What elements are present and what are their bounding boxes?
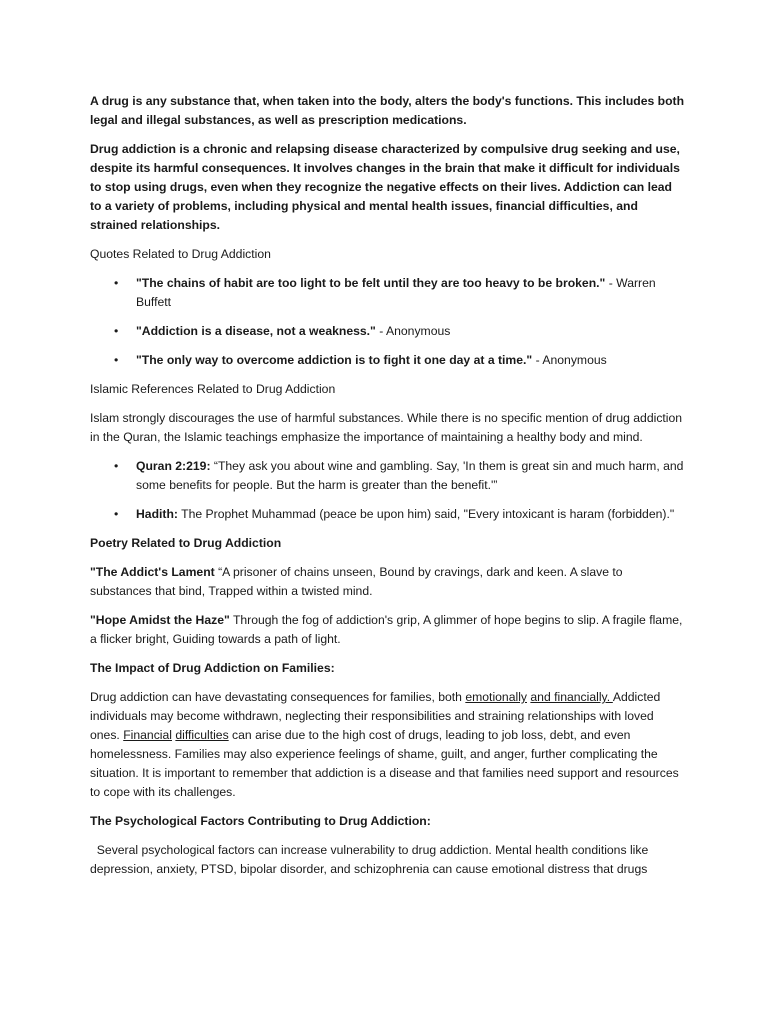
reference-text: “They ask you about wine and gambling. Say, 'In them is great sin and much harm, and some benefits for people. But the harm is greater than the benefit.'” — [136, 459, 684, 492]
quote-text: "Addiction is a disease, not a weakness." — [136, 324, 376, 338]
underlined-word: and financially. — [530, 690, 613, 704]
poem-text: Through the fog of addiction's grip, A glimmer of hope begins to slip. A fragile flame, a flicker bright, Guiding towards a path of light. — [90, 613, 683, 646]
poem-title: "The Addict's Lament — [90, 565, 215, 579]
underlined-word: Financial — [123, 728, 172, 742]
quotes-list — [90, 274, 686, 370]
underlined-word: emotionally — [465, 690, 527, 704]
quote-text: "The only way to overcome addiction is to fight it one day at a time." — [136, 353, 533, 367]
poem-title: "Hope Amidst the Haze" — [90, 613, 230, 627]
document-body — [90, 92, 686, 889]
list-item — [90, 351, 686, 370]
islamic-references-list — [90, 457, 686, 524]
quote-author: - Anonymous — [375, 324, 451, 338]
reference-label: Quran 2:219: — [136, 459, 211, 473]
islamic-heading: Islamic References Related to Drug Addiction — [90, 382, 336, 396]
islamic-intro-paragraph: Islam strongly discourages the use of harmful substances. While there is no specific mention of drug addiction in the Quran, the Islamic teachings emphasize the importance of maintaining a healthy body and mind. — [90, 411, 683, 444]
quote-author: - Warren Buffett — [136, 276, 656, 309]
list-item — [90, 274, 686, 312]
families-text: Addicted individuals may become withdrawn, neglecting their responsibilities and straining relationships with loved ones. — [90, 690, 661, 742]
psychological-heading: The Psychological Factors Contributing to Drug Addiction: — [90, 814, 431, 828]
drug-definition-paragraph: A drug is any substance that, when taken into the body, alters the body's functions. This includes both legal and illegal substances, as well as prescription medications. — [90, 94, 685, 127]
list-item — [90, 505, 686, 524]
list-item — [90, 457, 686, 495]
addiction-definition-paragraph: Drug addiction is a chronic and relapsing disease characterized by compulsive drug seeking and use, despite its harmful consequences. It involves changes in the brain that make it difficult for individuals to stop using drugs, even when they recognize the negative effects on their lives. Addiction can lead to a variety of problems, including physical and mental health issues, financial difficulties, and strained relationships. — [90, 142, 680, 232]
underlined-word: difficulties — [175, 728, 229, 742]
families-text: Drug addiction can have devastating consequences for families, both — [90, 690, 466, 704]
families-heading: The Impact of Drug Addiction on Families: — [90, 661, 335, 675]
poem-addicts-lament — [90, 563, 686, 601]
quote-author: - Anonymous — [532, 353, 607, 367]
quote-text: "The chains of habit are too light to be felt until they are too heavy to be broken." — [136, 276, 606, 290]
reference-label: Hadith: — [136, 507, 178, 521]
families-text: can arise due to the high cost of drugs, leading to job loss, debt, and even homelessness. Families may also experience feelings of shame, guilt, and anger, further complicating the situation. It is important to remember that addiction is a disease and that families need support and resources to cope with its challenges. — [90, 728, 679, 799]
psychological-paragraph: Several psychological factors can increase vulnerability to drug addiction. Mental health conditions like depression, anxiety, PTSD, bipolar disorder, and schizophrenia can cause emotional distress that drugs — [90, 843, 652, 876]
reference-text: The Prophet Muhammad (peace be upon him) said, "Every intoxicant is haram (forbidden)." — [177, 507, 675, 521]
poem-hope-amidst-haze — [90, 611, 686, 649]
families-paragraph — [90, 688, 686, 802]
poem-text: “A prisoner of chains unseen, Bound by cravings, dark and keen. A slave to substances that bind, Trapped within a twisted mind. — [90, 565, 623, 598]
poetry-heading: Poetry Related to Drug Addiction — [90, 536, 282, 550]
quotes-heading: Quotes Related to Drug Addiction — [90, 247, 271, 261]
list-item — [90, 322, 686, 341]
